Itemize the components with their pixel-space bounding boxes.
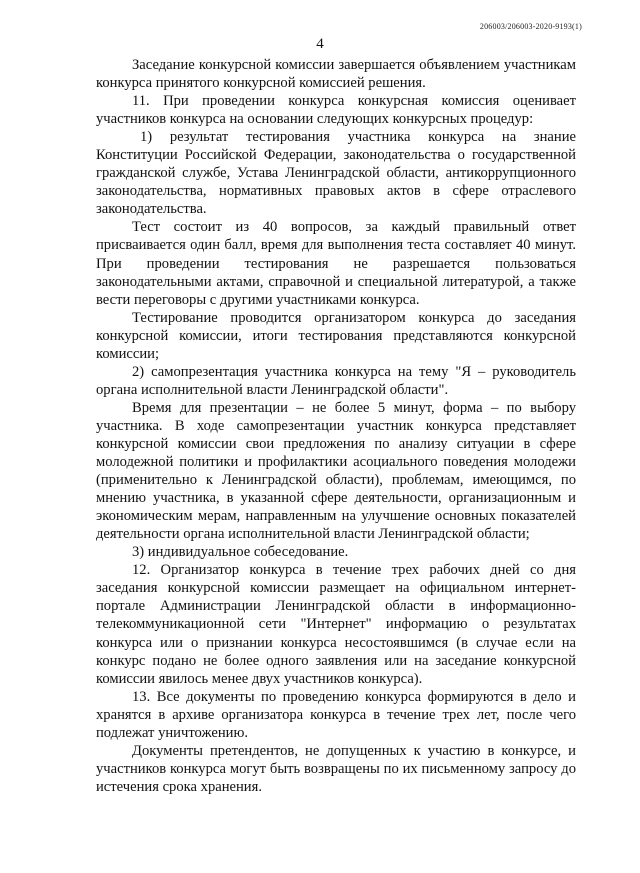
list-item: 2) самопрезентация участника конкурса на тему "Я – руководитель органа исполнительной власти Ленинградской области".: [96, 363, 576, 398]
paragraph: 12. Организатор конкурса в течение трех рабочих дней со дня заседания конкурсной комиссии размещает на официальном интернет-портале Администрации Ленинградской области в информационно-телекоммуникационной сети "Интернет" информацию о результатах конкурса или о признании конкурса несостоявшимся (в случае если на конкурс подано не более одного заявления или на заседание конкурсной комиссии явилось менее двух участников конкурса).: [96, 562, 576, 687]
list-item: 1) результат тестирования участника конкурса на знание Конституции Российской Федерации, законодательства о государственной гражданской службе, Устава Ленинградской области, антикоррупционного законодательства, нормативных правовых актов в сфере отраслевого законодательства.: [96, 129, 576, 218]
document-id: 206003/206003-2020-9193(1): [479, 22, 582, 31]
paragraph: Тест состоит из 40 вопросов, за каждый правильный ответ присваивается один балл, время для выполнения теста составляет 40 минут. При проведении тестирования не разрешается пользоваться законодательными актами, справочной и специальной литературой, а также вести переговоры с другими участниками конкурса.: [96, 219, 576, 308]
paragraph: Тестирование проводится организатором конкурса до заседания конкурсной комиссии, итоги тестирования представляются конкурсной комиссии;: [96, 309, 576, 362]
list-item: 3) индивидуальное собеседование.: [132, 544, 349, 561]
page-number: 4: [316, 36, 324, 52]
paragraph: 11. При проведении конкурса конкурсная комиссия оценивает участников конкурса на основании следующих конкурсных процедур:: [96, 93, 576, 128]
paragraph: Заседание конкурсной комиссии завершается объявлением участникам конкурса принятого конкурсной комиссией решения.: [96, 57, 576, 92]
paragraph: Документы претендентов, не допущенных к участию в конкурсе, и участников конкурса могут быть возвращены по их письменному запросу до истечения срока хранения.: [96, 742, 576, 795]
paragraph: Время для презентации – не более 5 минут, форма – по выбору участника. В ходе самопрезентации участник конкурса представляет конкурсной комиссии свои предложения по анализу ситуации в сфере молодежной политики и профилактики асоциального поведения молодежи (применительно к Ленинградской области), проблемам, имеющимся, по мнению участника, в указанной сфере деятельности, организационным и экономическим мерам, направленным на улучшение основных показателей деятельности органа исполнительной власти Ленинградской области;: [96, 399, 576, 543]
document-body: [96, 56, 576, 796]
paragraph: 13. Все документы по проведению конкурса формируются в дело и хранятся в архиве организатора конкурса в течение трех лет, после чего подлежат уничтожению.: [96, 688, 576, 741]
